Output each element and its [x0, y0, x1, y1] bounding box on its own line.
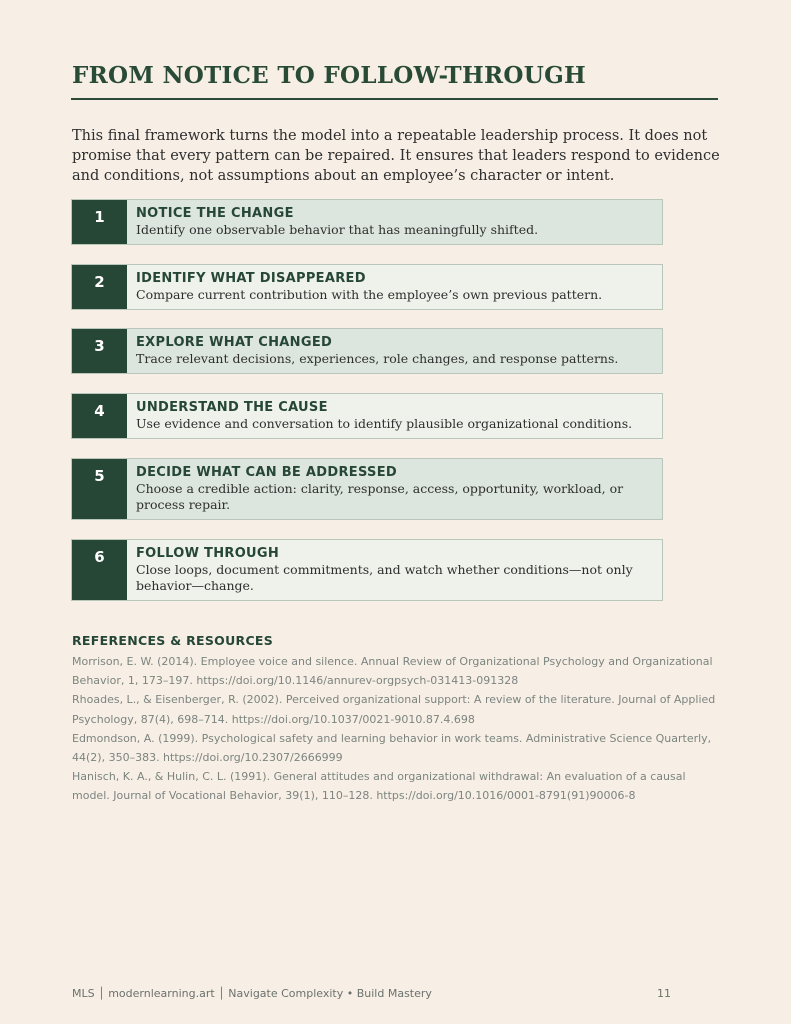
step-2: [71, 264, 663, 310]
step-body: [127, 459, 662, 519]
step-title: FOLLOW THROUGH: [136, 546, 280, 561]
step-3: [71, 328, 663, 374]
step-title: UNDERSTAND THE CAUSE: [136, 400, 328, 415]
step-description: Close loops, document commitments, and watch whether conditions—not only behavior—change.: [136, 562, 633, 593]
page-number: 11: [657, 987, 671, 1000]
step-body: [127, 394, 642, 438]
step-description: Compare current contribution with the employee’s own previous pattern.: [136, 287, 603, 302]
title-divider: [71, 98, 718, 100]
step-description: Identify one observable behavior that has meaningfully shifted.: [136, 222, 539, 237]
step-number: 1: [72, 200, 127, 244]
step-description: Trace relevant decisions, experiences, role changes, and response patterns.: [136, 351, 619, 366]
reference-item: Rhoades, L., & Eisenberger, R. (2002). Perceived organizational support: A review of the literature. Journal of Applied Psychology, 87(4), 698–714. https://doi.org/10.1037/0021-9010.87.4.698: [72, 693, 716, 726]
step-body: [127, 540, 662, 600]
references-list: [72, 652, 722, 806]
reference-item: Hanisch, K. A., & Hulin, C. L. (1991). General attitudes and organizational withdrawal: An evaluation of a causal model. Journal of Vocational Behavior, 39(1), 110–128. https://doi.org/10.1016/0001-8791(91)90006-8: [72, 770, 686, 803]
step-number: 4: [72, 394, 127, 438]
step-title: EXPLORE WHAT CHANGED: [136, 335, 333, 350]
step-number: 6: [72, 540, 127, 600]
intro-paragraph: This final framework turns the model into a repeatable leadership process. It does not promise that every pattern can be repaired. It ensures that leaders respond to evidence and conditions, not assumptions about an employee’s character or intent.: [72, 128, 720, 184]
step-5: [71, 458, 663, 520]
page-title: FROM NOTICE TO FOLLOW-THROUGH: [72, 62, 587, 89]
step-description: Use evidence and conversation to identify plausible organizational conditions.: [136, 416, 633, 431]
step-6: [71, 539, 663, 601]
reference-item: Edmondson, A. (1999). Psychological safety and learning behavior in work teams. Administrative Science Quarterly, 44(2), 350–383. https://doi.org/10.2307/2666999: [72, 731, 712, 765]
step-4: [71, 393, 663, 439]
step-number: 3: [72, 329, 127, 373]
footer-branding: MLS │ modernlearning.art │ Navigate Complexity • Build Mastery: [72, 987, 432, 1000]
reference-item: Morrison, E. W. (2014). Employee voice and silence. Annual Review of Organizational Psychology and Organizational Behavior, 1, 173–197. https://doi.org/10.1146/annurev-orgpsych-031413-091328: [72, 655, 713, 688]
step-number: 5: [72, 459, 127, 519]
step-title: NOTICE THE CHANGE: [136, 206, 294, 221]
step-number: 2: [72, 265, 127, 309]
step-1: [71, 199, 663, 245]
step-title: IDENTIFY WHAT DISAPPEARED: [136, 271, 366, 286]
step-body: [127, 200, 548, 244]
step-title: DECIDE WHAT CAN BE ADDRESSED: [136, 465, 397, 480]
step-body: [127, 329, 628, 373]
step-description: Choose a credible action: clarity, response, access, opportunity, workload, or process repair.: [136, 481, 624, 512]
references-heading: REFERENCES & RESOURCES: [72, 633, 274, 648]
step-body: [127, 265, 612, 309]
